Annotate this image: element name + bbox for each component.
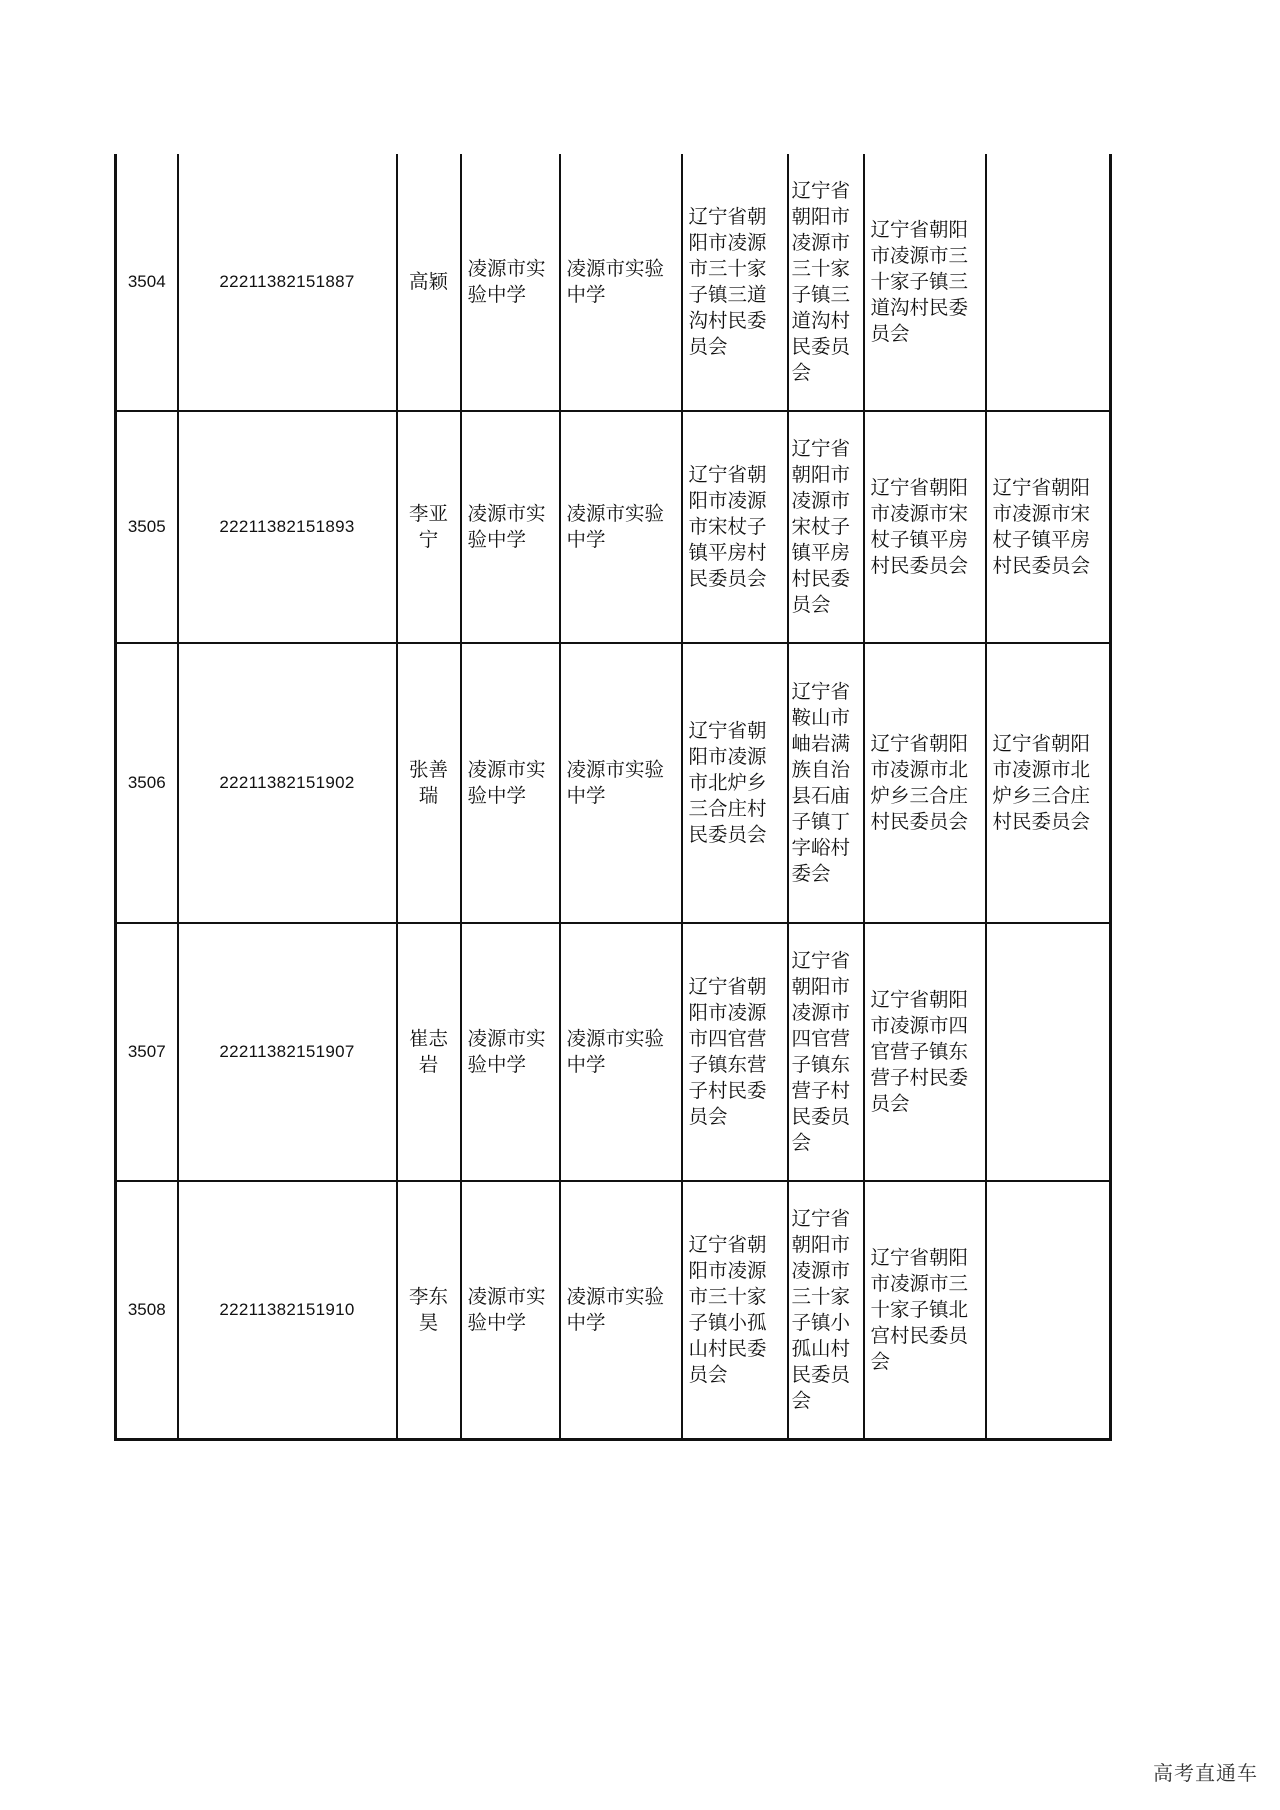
- address-cell-3: 辽宁省朝阳市凌源市北炉乡三合庄村民委员会: [864, 643, 986, 923]
- serial-number-cell: 3507: [116, 923, 178, 1181]
- address-cell-4: [986, 1181, 1111, 1440]
- school-cell: 凌源市实验中学: [461, 923, 560, 1181]
- school-cell-2: 凌源市实验中学: [560, 1181, 682, 1440]
- address-cell-2: 辽宁省鞍山市岫岩满族自治县石庙子镇丁字峪村委会: [788, 643, 864, 923]
- address-cell-2: 辽宁省朝阳市凌源市三十家子镇三道沟村民委员会: [788, 154, 864, 411]
- exam-id-cell: 22211382151902: [178, 643, 397, 923]
- school-cell: 凌源市实验中学: [461, 154, 560, 411]
- address-cell-4: [986, 154, 1111, 411]
- school-cell: 凌源市实验中学: [461, 411, 560, 643]
- serial-number-cell: 3504: [116, 154, 178, 411]
- address-cell-3: 辽宁省朝阳市凌源市四官营子镇东营子村民委员会: [864, 923, 986, 1181]
- school-cell-2: 凌源市实验中学: [560, 923, 682, 1181]
- watermark: 高考直通车: [1153, 1761, 1258, 1785]
- student-name-cell: 张善瑞: [397, 643, 461, 923]
- address-cell-4: 辽宁省朝阳市凌源市宋杖子镇平房村民委员会: [986, 411, 1111, 643]
- address-cell-2: 辽宁省朝阳市凌源市三十家子镇小孤山村民委员会: [788, 1181, 864, 1440]
- school-cell-2: 凌源市实验中学: [560, 411, 682, 643]
- address-cell-1: 辽宁省朝阳市凌源市三十家子镇三道沟村民委员会: [682, 154, 788, 411]
- school-cell-2: 凌源市实验中学: [560, 643, 682, 923]
- address-cell-3: 辽宁省朝阳市凌源市三十家子镇北宫村民委员会: [864, 1181, 986, 1440]
- serial-number-cell: 3505: [116, 411, 178, 643]
- table-row: [116, 1181, 1111, 1440]
- serial-number-cell: 3506: [116, 643, 178, 923]
- exam-id-cell: 22211382151893: [178, 411, 397, 643]
- table-row: [116, 643, 1111, 923]
- table-row: [116, 923, 1111, 1181]
- address-cell-3: 辽宁省朝阳市凌源市三十家子镇三道沟村民委员会: [864, 154, 986, 411]
- address-cell-2: 辽宁省朝阳市凌源市四官营子镇东营子村民委员会: [788, 923, 864, 1181]
- address-cell-1: 辽宁省朝阳市凌源市宋杖子镇平房村民委员会: [682, 411, 788, 643]
- exam-id-cell: 22211382151907: [178, 923, 397, 1181]
- address-cell-2: 辽宁省朝阳市凌源市宋杖子镇平房村民委员会: [788, 411, 864, 643]
- student-name-cell: 崔志岩: [397, 923, 461, 1181]
- table-row: [116, 154, 1111, 411]
- student-name-cell: 李亚宁: [397, 411, 461, 643]
- table-row: [116, 411, 1111, 643]
- school-cell-2: 凌源市实验中学: [560, 154, 682, 411]
- address-cell-1: 辽宁省朝阳市凌源市三十家子镇小孤山村民委员会: [682, 1181, 788, 1440]
- address-cell-3: 辽宁省朝阳市凌源市宋杖子镇平房村民委员会: [864, 411, 986, 643]
- serial-number-cell: 3508: [116, 1181, 178, 1440]
- student-name-cell: 高颖: [397, 154, 461, 411]
- student-name-cell: 李东昊: [397, 1181, 461, 1440]
- roster-table: [114, 154, 1112, 1441]
- address-cell-4: [986, 923, 1111, 1181]
- exam-id-cell: 22211382151910: [178, 1181, 397, 1440]
- address-cell-1: 辽宁省朝阳市凌源市四官营子镇东营子村民委员会: [682, 923, 788, 1181]
- school-cell: 凌源市实验中学: [461, 1181, 560, 1440]
- address-cell-4: 辽宁省朝阳市凌源市北炉乡三合庄村民委员会: [986, 643, 1111, 923]
- address-cell-1: 辽宁省朝阳市凌源市北炉乡三合庄村民委员会: [682, 643, 788, 923]
- exam-id-cell: 22211382151887: [178, 154, 397, 411]
- school-cell: 凌源市实验中学: [461, 643, 560, 923]
